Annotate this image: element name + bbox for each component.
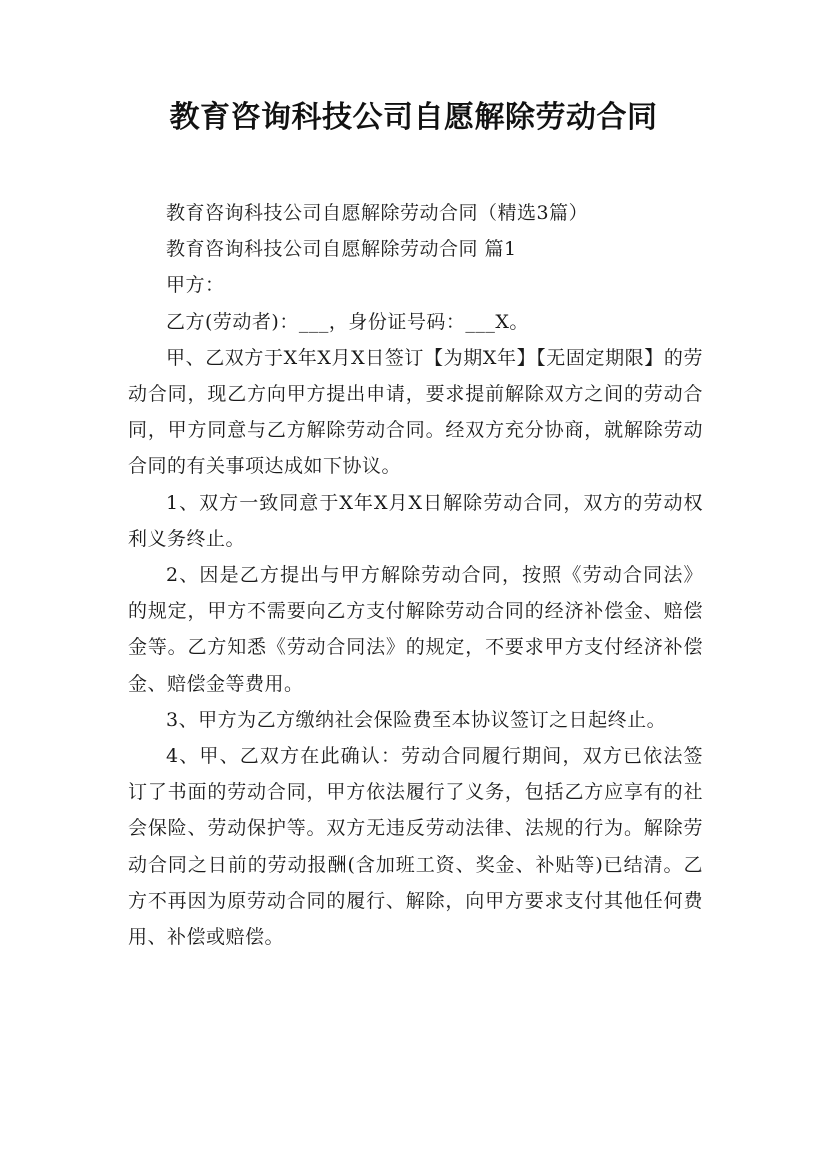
paragraph-preamble: 甲、乙双方于X年X月X日签订【为期X年】【无固定期限】的劳动合同，现乙方向甲方提出申请，要求提前解除双方之间的劳动合同，甲方同意与乙方解除劳动合同。经双方充分协商，就解除劳动合同的有关事项达成如下协议。 (128, 346, 703, 478)
paragraph-party-b: 乙方(劳动者)：___，身份证号码：___X。 (166, 310, 529, 333)
document-title: 教育咨询科技公司自愿解除劳动合同 (169, 100, 658, 135)
paragraph-party-a: 甲方： (166, 274, 225, 297)
paragraph-section-heading: 教育咨询科技公司自愿解除劳动合同 篇1 (166, 238, 517, 261)
paragraph-subtitle: 教育咨询科技公司自愿解除劳动合同（精选3篇） (166, 202, 589, 224)
paragraph-clause-2: 2、因是乙方提出与甲方解除劳动合同，按照《劳动合同法》的规定，甲方不需要向乙方支付解除劳动合同的经济补偿金、赔偿金等。乙方知悉《劳动合同法》的规定，不要求甲方支付经济补偿金、赔偿金等费用。 (128, 564, 703, 695)
paragraph-clause-3: 3、甲方为乙方缴纳社会保险费至本协议签订之日起终止。 (166, 708, 667, 731)
document-body (128, 195, 703, 955)
paragraph-clause-4: 4、甲、乙双方在此确认：劳动合同履行期间，双方已依法签订了书面的劳动合同，甲方依法履行了义务，包括乙方应享有的社会保险、劳动保护等。双方无违反劳动法律、法规的行为。解除劳动合同之日前的劳动报酬(含加班工资、奖金、补贴等)已结清。乙方不再因为原劳动合同的履行、解除，向甲方要求支付其他任何费用、补偿或赔偿。 (128, 745, 703, 949)
paragraph-clause-1: 1、双方一致同意于X年X月X日解除劳动合同，双方的劳动权利义务终止。 (128, 491, 703, 550)
